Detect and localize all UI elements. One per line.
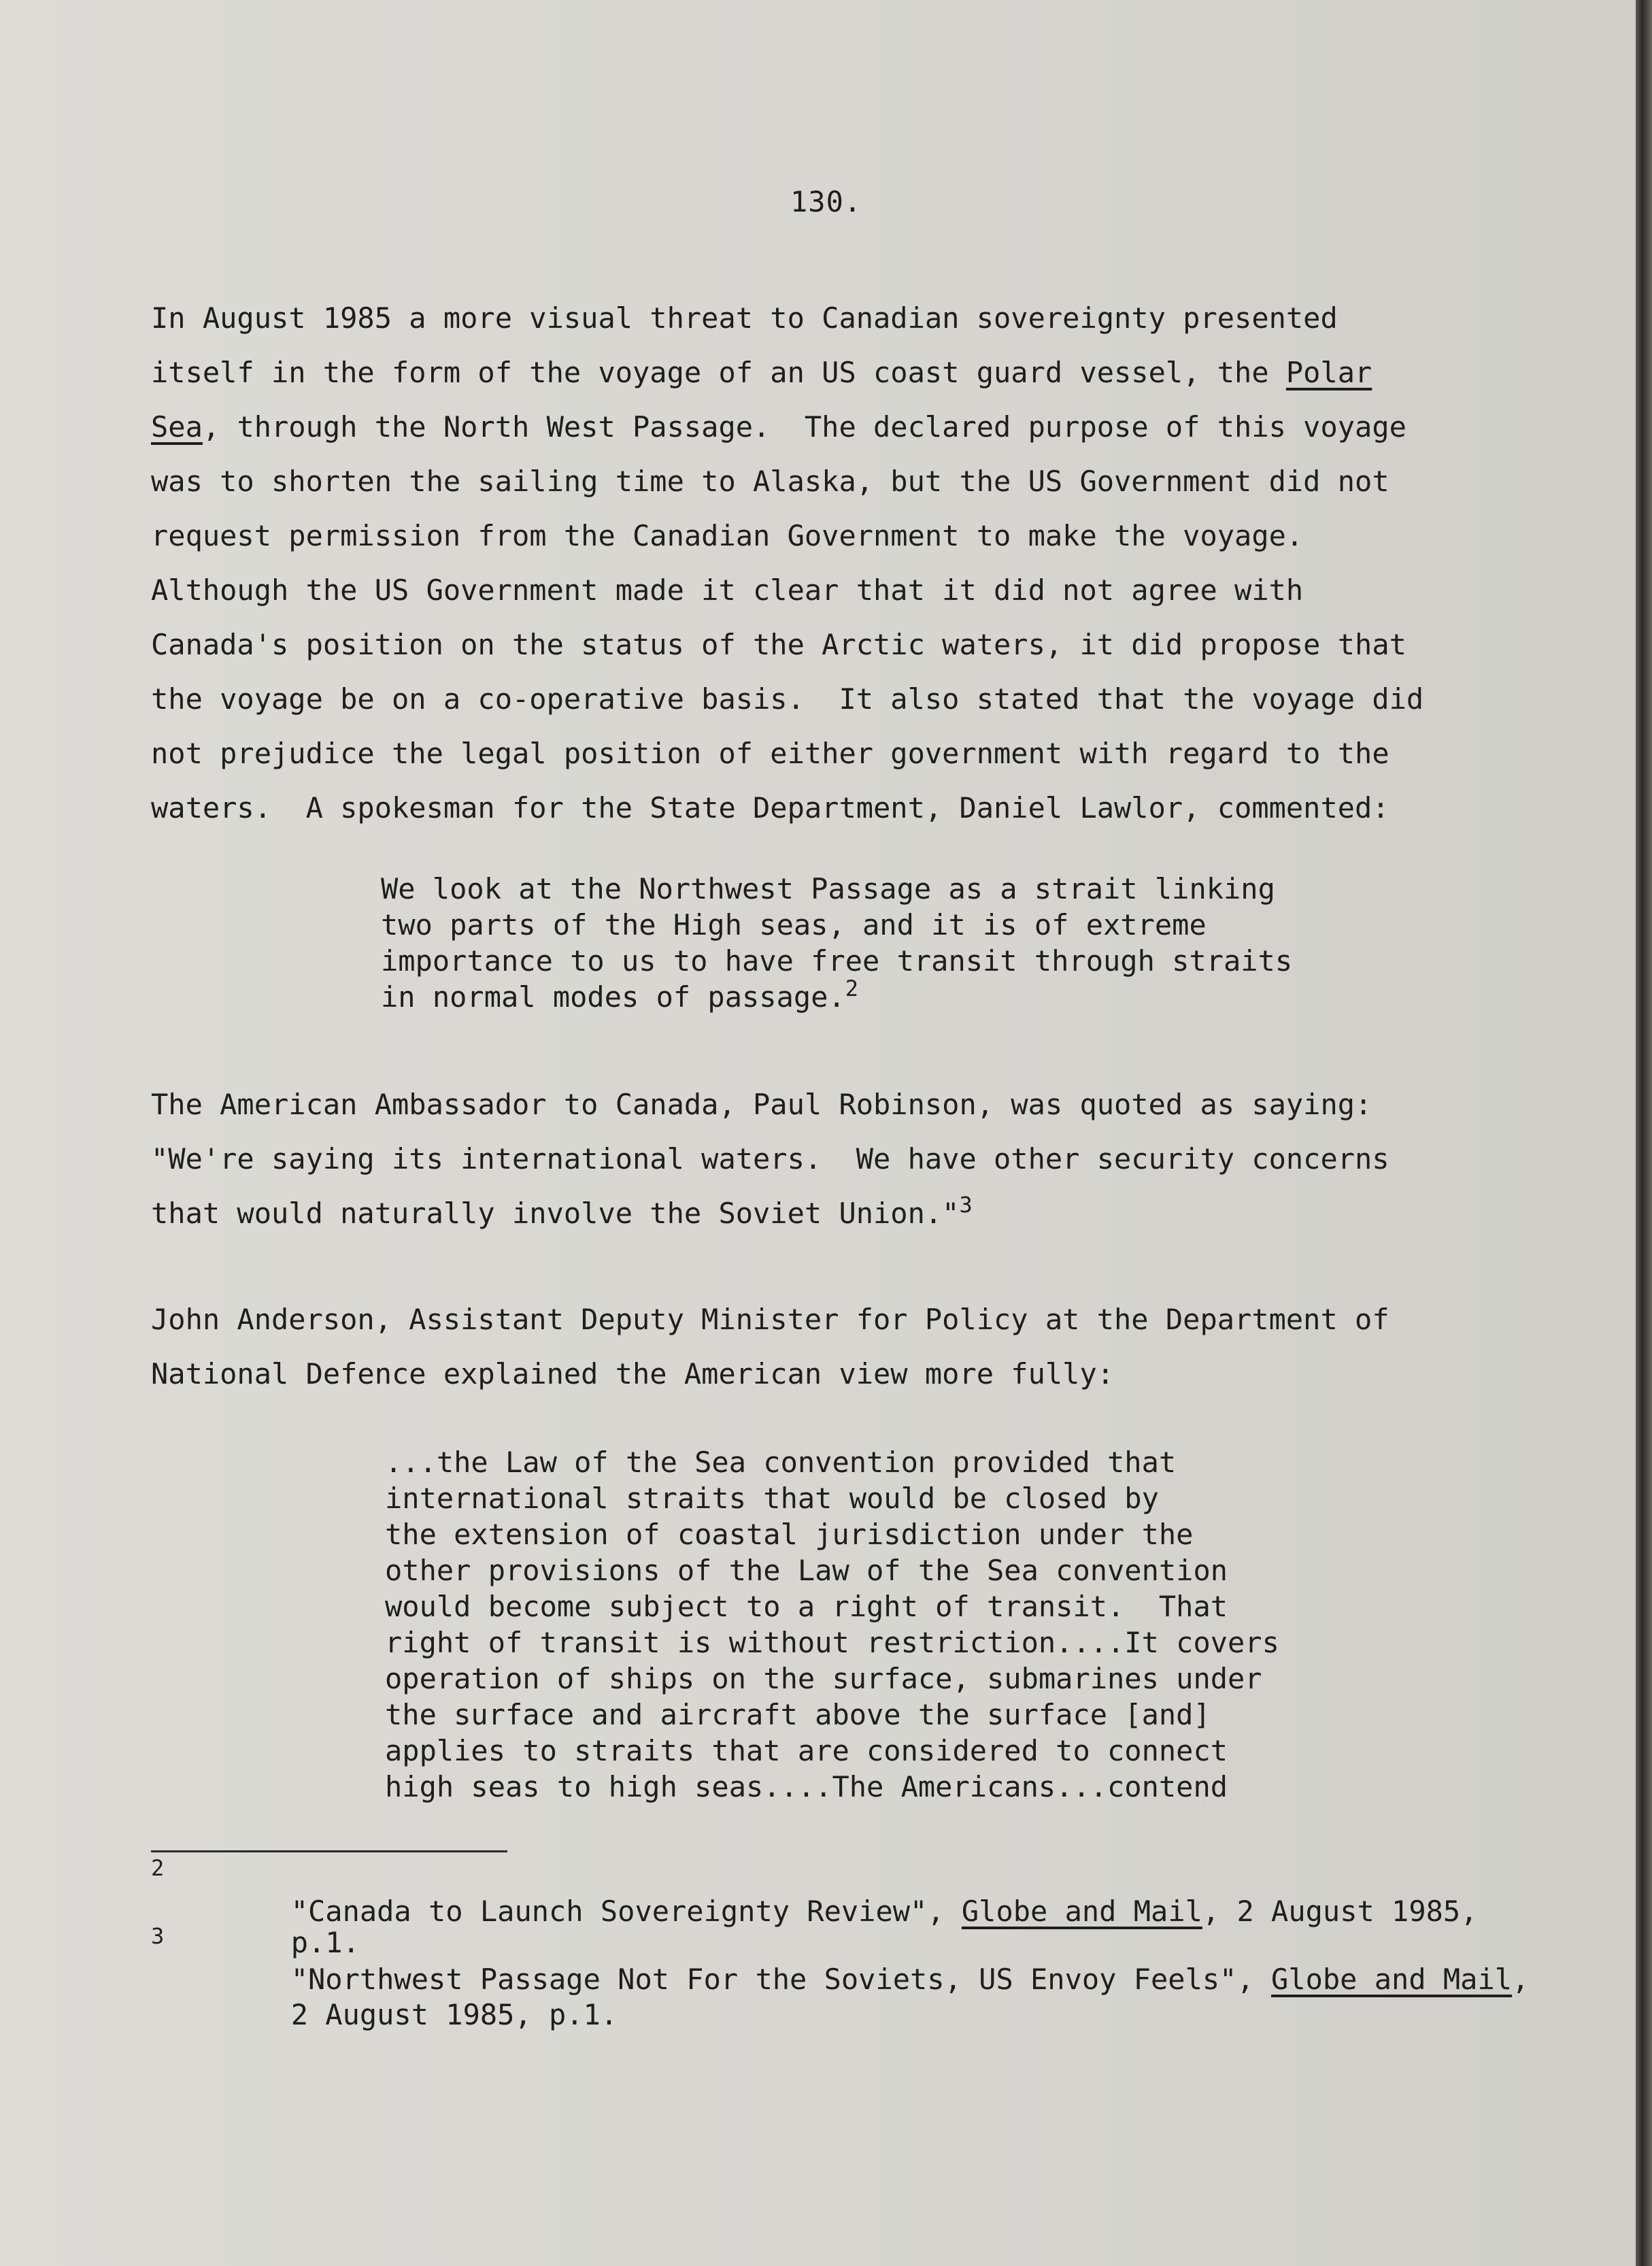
- footnote-rest: , 2 August 1985,: [1202, 1895, 1478, 1928]
- paragraph-line: [151, 563, 1303, 618]
- paragraph-line: [151, 291, 1338, 346]
- line-text: through the North West Passage. The declared purpose of this voyage: [237, 410, 1406, 444]
- paragraph-line: [151, 781, 1389, 835]
- paragraph-line: John Anderson, Assistant Deputy Minister for Policy at the Department of: [151, 1303, 1389, 1336]
- paragraph-line: "We're saying its international waters. We have other security concerns: [151, 1142, 1389, 1176]
- line-text: in normal modes of passage.: [381, 980, 845, 1014]
- footnote-source: Globe and Mail: [961, 1895, 1202, 1928]
- quote-line: [381, 976, 858, 1015]
- line-text: the voyage be on a co-operative basis. It also stated that the voyage did: [151, 682, 1424, 716]
- quote-line: applies to straits that are considered to connect: [385, 1734, 1228, 1767]
- line-text: ,: [202, 410, 237, 444]
- paragraph-line: [151, 454, 1389, 509]
- quote-line: operation of ships on the surface, submarines under: [385, 1662, 1262, 1695]
- paragraph-line: [151, 727, 1389, 781]
- quote-line: importance to us to have free transit through straits: [381, 944, 1293, 978]
- footnote-reference: 3: [959, 1192, 973, 1218]
- paragraph-line: [151, 1186, 973, 1241]
- quote-line: other provisions of the Law of the Sea convention: [385, 1554, 1228, 1587]
- footnote-text: p.1.: [290, 1926, 360, 1959]
- footnote-text: [291, 1895, 1478, 1928]
- line-text: request permission from the Canadian Government to make the voyage.: [151, 519, 1304, 552]
- line-text: was to shorten the sailing time to Alaska, but the US Government did not: [151, 465, 1389, 498]
- paragraph-line: [151, 400, 1406, 454]
- quote-line: ...the Law of the Sea convention provided that: [385, 1446, 1177, 1479]
- quote-line: We look at the Northwest Passage as a strait linking: [381, 872, 1275, 905]
- page-number: 130.: [790, 185, 862, 218]
- page-binding-edge: [1636, 0, 1652, 2266]
- footnote-title: "Northwest Passage Not For the Soviets, US Envoy Feels",: [290, 1963, 1272, 1996]
- footnote-reference: 2: [845, 976, 858, 1001]
- line-text: waters. A spokesman for the State Department, Daniel Lawlor, commented:: [151, 791, 1389, 824]
- footnote-text: 2 August 1985, p.1.: [290, 1998, 618, 2031]
- footnote-title: "Canada to Launch Sovereignty Review",: [290, 1895, 962, 1928]
- line-text: itself in the form of the voyage of an US coast guard vessel, the: [151, 356, 1286, 389]
- line-text: Although the US Government made it clear that it did not agree with: [151, 573, 1304, 607]
- paragraph-line: The American Ambassador to Canada, Paul Robinson, was quoted as saying:: [151, 1088, 1372, 1121]
- paragraph-line: [151, 618, 1406, 672]
- footnote-divider: [151, 1850, 507, 1852]
- vessel-name: Polar: [1285, 356, 1372, 389]
- footnote-rest: ,: [1512, 1963, 1530, 1996]
- paragraph-line: National Defence explained the American view more fully:: [151, 1357, 1115, 1390]
- line-text: that would naturally involve the Soviet Union.": [151, 1197, 960, 1230]
- quote-line: the extension of coastal jurisdiction under the: [385, 1518, 1194, 1551]
- quote-line: the surface and aircraft above the surface [and]: [385, 1698, 1211, 1731]
- line-text: In August 1985 a more visual threat to Canadian sovereignty presented: [151, 301, 1338, 335]
- quote-line: two parts of the High seas, and it is of extreme: [381, 908, 1207, 942]
- line-text: Canada's position on the status of the Arctic waters, it did propose that: [151, 628, 1406, 661]
- footnote-3-continued: [151, 1962, 618, 2068]
- quote-line: international straits that would be closed by: [385, 1482, 1159, 1515]
- vessel-name: Sea: [151, 410, 203, 444]
- footnote-mark: 3: [151, 1923, 165, 1949]
- footnote-source: Globe and Mail: [1271, 1963, 1513, 1996]
- quote-line: right of transit is without restriction....It covers: [385, 1626, 1279, 1659]
- footnote-mark: 2: [151, 1855, 165, 1881]
- line-text: not prejudice the legal position of either government with regard to the: [151, 737, 1389, 770]
- paragraph-line: [151, 346, 1372, 400]
- paragraph-line: [151, 672, 1423, 727]
- quote-line: would become subject to a right of transit. That: [385, 1590, 1228, 1623]
- paragraph-line: [151, 509, 1303, 563]
- quote-line: high seas to high seas....The Americans...contend: [385, 1770, 1228, 1803]
